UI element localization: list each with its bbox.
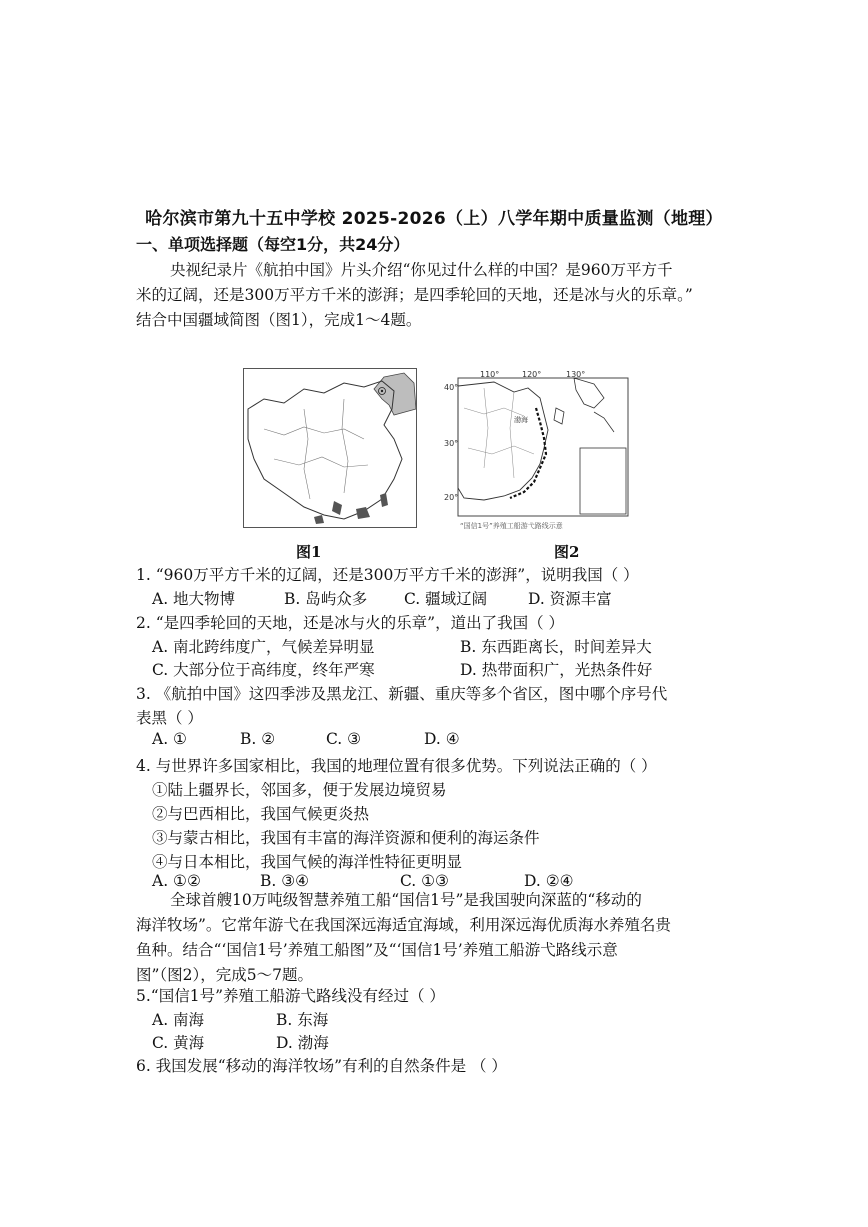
q4-option-b: B. ③④	[260, 872, 310, 890]
q1-stem: 1. “960万平方千米的辽阔，还是300万平方千米的澎湃”，说明我国（ ）	[136, 566, 639, 584]
figure-2-caption: “国信1号”养殖工船游弋路线示意	[460, 522, 563, 530]
china-map-image	[243, 368, 417, 528]
q2-stem: 2. “是四季轮回的天地，还是冰与火的乐章”，道出了我国（ ）	[136, 614, 564, 632]
q2-option-c: C. 大部分位于高纬度，终年严寒	[152, 661, 375, 679]
q6-stem: 6. 我国发展“移动的海洋牧场”有利的自然条件是 （ ）	[136, 1057, 507, 1075]
q4-option-c: C. ①③	[400, 872, 449, 890]
q4-statement-4: ④与日本相比，我国气候的海洋性特征更明显	[152, 853, 463, 871]
q5-option-a: A. 南海	[152, 1011, 205, 1029]
q1-option-d: D. 资源丰富	[528, 590, 612, 608]
q1-option-a: A. 地大物博	[152, 590, 236, 608]
lon-120-label: 120°	[522, 370, 542, 379]
q3-stem-line2: 表黑（ ）	[136, 709, 203, 727]
intro2-line2: 海洋牧场”。它常年游弋在我国深远海适宜海域，利用深远海优质海水养殖名贵	[136, 916, 671, 934]
bohai-label: 渤海	[514, 416, 528, 424]
figure-1-label: 图1	[296, 543, 322, 561]
lat-40-label: 40°	[444, 383, 459, 392]
intro1-line3: 结合中国疆域简图（图1），完成1～4题。	[136, 311, 422, 329]
lat-20-label: 20°	[444, 493, 459, 502]
intro2-line3: 鱼种。结合“‘国信1号’养殖工船图”及“‘国信1号’养殖工船游弋路线示意	[136, 941, 618, 959]
route-map-image	[444, 368, 630, 534]
q5-option-b: B. 东海	[276, 1011, 329, 1029]
q4-option-a: A. ①②	[152, 872, 201, 890]
intro1-line2: 米的辽阔，还是300万平方千米的澎湃；是四季轮回的天地，还是冰与火的乐章。”	[136, 286, 693, 304]
q3-stem-line1: 3. 《航拍中国》这四季涉及黑龙江、新疆、重庆等多个省区，图中哪个序号代	[136, 685, 668, 703]
lon-130-label: 130°	[566, 370, 586, 379]
q3-option-a: A. ①	[152, 730, 187, 748]
intro-paragraph-1	[136, 258, 768, 333]
q2-option-a: A. 南北跨纬度广，气候差异明显	[152, 638, 375, 656]
q4-statement-2: ②与巴西相比，我国气候更炎热	[152, 805, 370, 823]
lat-30-label: 30°	[444, 439, 459, 448]
q4-statement-3: ③与蒙古相比，我国有丰富的海洋资源和便利的海运条件	[152, 829, 540, 847]
intro1-line1: 央视纪录片《航拍中国》片头介绍“你见过什么样的中国？是960万平方千	[170, 261, 673, 279]
q3-option-c: C. ③	[326, 730, 362, 748]
exam-title: 哈尔滨市第九十五中学校 2025-2026（上）八学年期中质量监测（地理）	[145, 209, 723, 229]
q3-option-d: D. ④	[424, 730, 460, 748]
intro2-line1: 全球首艘10万吨级智慧养殖工船“国信1号”是我国驶向深蓝的“移动的	[170, 891, 642, 909]
lon-110-label: 110°	[480, 370, 500, 379]
intro-paragraph-2	[136, 888, 768, 988]
section-heading: 一、单项选择题（每空1分，共24分）	[136, 235, 410, 254]
q4-option-d: D. ②④	[524, 872, 574, 890]
q4-stem: 4. 与世界许多国家相比，我国的地理位置有很多优势。下列说法正确的（ ）	[136, 757, 657, 775]
q2-option-b: B. 东西距离长，时间差异大	[460, 638, 652, 656]
figure-2-label: 图2	[554, 543, 580, 561]
q3-option-b: B. ②	[240, 730, 276, 748]
q5-option-c: C. 黄海	[152, 1034, 205, 1052]
q5-stem: 5.“国信1号”养殖工船游弋路线没有经过（ ）	[136, 987, 445, 1005]
q1-option-b: B. 岛屿众多	[284, 590, 368, 608]
q4-statement-1: ①陆上疆界长，邻国多，便于发展边境贸易	[152, 781, 447, 799]
figure-1	[243, 368, 417, 532]
q5-option-d: D. 渤海	[276, 1034, 329, 1052]
q2-option-d: D. 热带面积广，光热条件好	[460, 661, 653, 679]
q1-option-c: C. 疆域辽阔	[404, 590, 488, 608]
intro2-line4: 图”（图2），完成5～7题。	[136, 966, 314, 984]
figure-2	[444, 368, 630, 538]
